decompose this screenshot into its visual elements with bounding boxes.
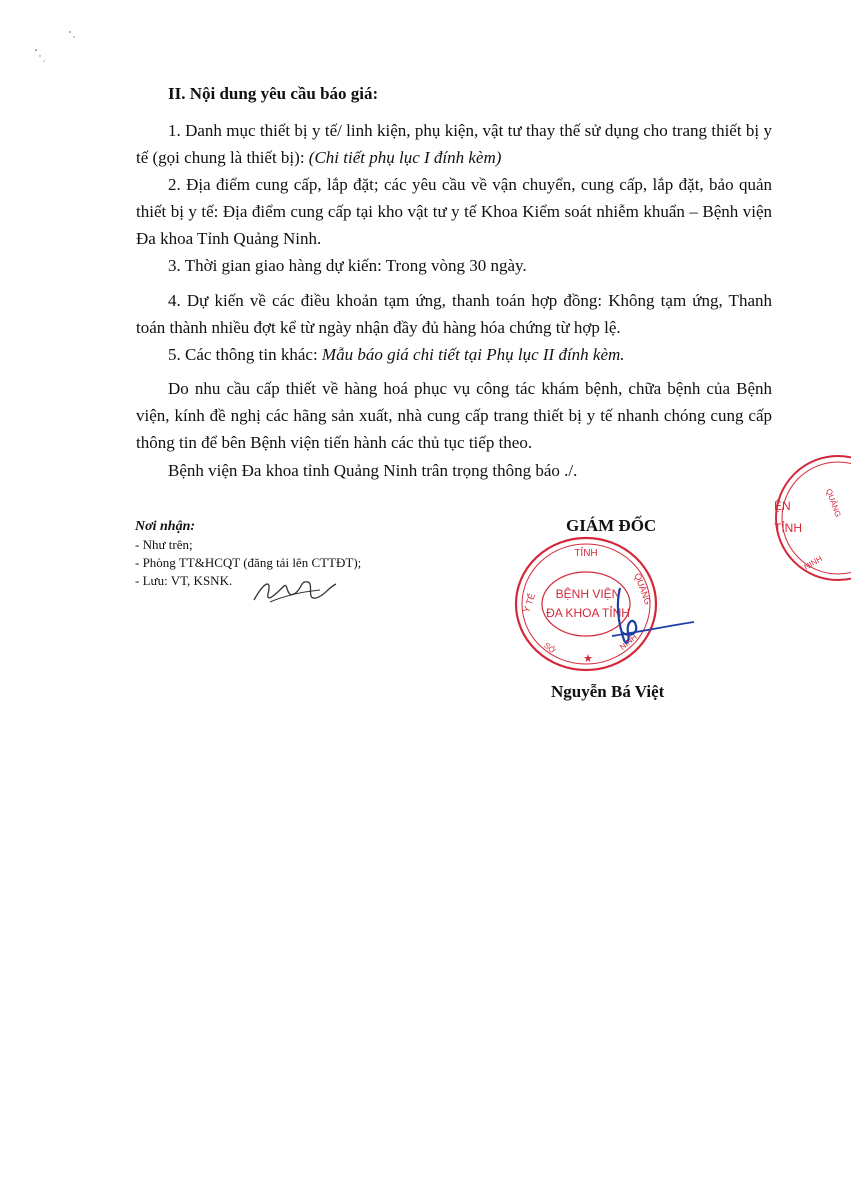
item-5-text: 5. Các thông tin khác:: [168, 345, 322, 364]
closing-request-text: Do nhu cầu cấp thiết về hàng hoá phục vụ công tác khám bệnh, chữa bệnh của Bệnh viện, kính đề nghị các hãng sản xuất, nhà cung cấp trang thiết bị y tế nhanh chóng cung cấp thông tin để bên Bệnh viện tiến hành các thủ tục tiếp theo.: [136, 379, 772, 452]
seal-bottom-right-text: NINH: [618, 632, 639, 652]
partial-seal-line-2: TỈNH: [774, 521, 802, 535]
item-2-text: 2. Địa điểm cung cấp, lắp đặt; các yêu cầu về vận chuyển, cung cấp, lắp đặt, bảo quản thiết bị y tế: Địa điểm cung cấp tại kho vật tư y tế Khoa Kiểm soát nhiễm khuẩn – Bệnh viện Đa khoa Tỉnh Quảng Ninh.: [136, 175, 772, 248]
seal-line-1: BỆNH VIỆN: [555, 587, 621, 601]
scan-speckles: [30, 28, 80, 68]
section-title: II. Nội dung yêu cầu báo giá:: [168, 84, 379, 103]
seal-line-2: ĐA KHOA TỈNH: [546, 606, 630, 620]
director-name: Nguyễn Bá Việt: [551, 682, 665, 701]
closing-notice-paragraph: [136, 457, 772, 484]
item-5: [136, 341, 772, 368]
recipient-line: - Như trên;: [135, 537, 193, 552]
seal-bottom-left-text: SỞ: [542, 640, 558, 656]
closing-notice-text: Bệnh viện Đa khoa tỉnh Quảng Ninh trân trọng thông báo ./.: [168, 461, 578, 480]
item-2: [136, 171, 772, 252]
item-1-text: 1. Danh mục thiết bị y tế/ linh kiện, phụ kiện, vật tư thay thế sử dụng cho trang thiết bị y tế (gọi chung là thiết bị):: [136, 121, 772, 167]
recipient-line: - Lưu: VT, KSNK.: [135, 573, 233, 588]
item-4-text: 4. Dự kiến về các điều khoản tạm ứng, thanh toán hợp đồng: Không tạm ứng, Thanh toán thành nhiều đợt kể từ ngày nhận đầy đủ hàng hóa chứng từ hợp lệ.: [136, 291, 772, 337]
seal-left-text: Y TẾ: [521, 592, 538, 614]
seal-star-icon: ★: [583, 653, 593, 665]
partial-seal-stamp: [760, 452, 851, 582]
item-3-text: 3. Thời gian giao hàng dự kiến: Trong vòng 30 ngày.: [168, 256, 527, 275]
partial-seal-bottom-text: NINH: [802, 554, 824, 572]
recipients-label: Nơi nhận:: [135, 519, 196, 534]
partial-seal-line-1: ỆN: [774, 499, 791, 513]
partial-seal-right-text: QUẢNG: [824, 487, 843, 519]
seal-right-text: QUẢNG: [632, 571, 654, 607]
director-title: GIÁM ĐỐC: [566, 516, 657, 535]
closing-request-paragraph: [136, 375, 772, 456]
recipient-line: - Phòng TT&HCQT (đăng tải lên CTTĐT);: [135, 555, 362, 570]
seal-top-text: TỈNH: [574, 548, 598, 559]
item-1-italic: (Chi tiết phụ lục I đính kèm): [308, 148, 502, 167]
director-signature: [598, 582, 698, 652]
item-5-italic: Mẫu báo giá chi tiết tại Phụ lục II đính kèm.: [321, 345, 625, 364]
initials-signature: [250, 572, 340, 612]
item-1: [136, 117, 772, 171]
item-3: [136, 252, 772, 279]
item-4: [136, 287, 772, 341]
